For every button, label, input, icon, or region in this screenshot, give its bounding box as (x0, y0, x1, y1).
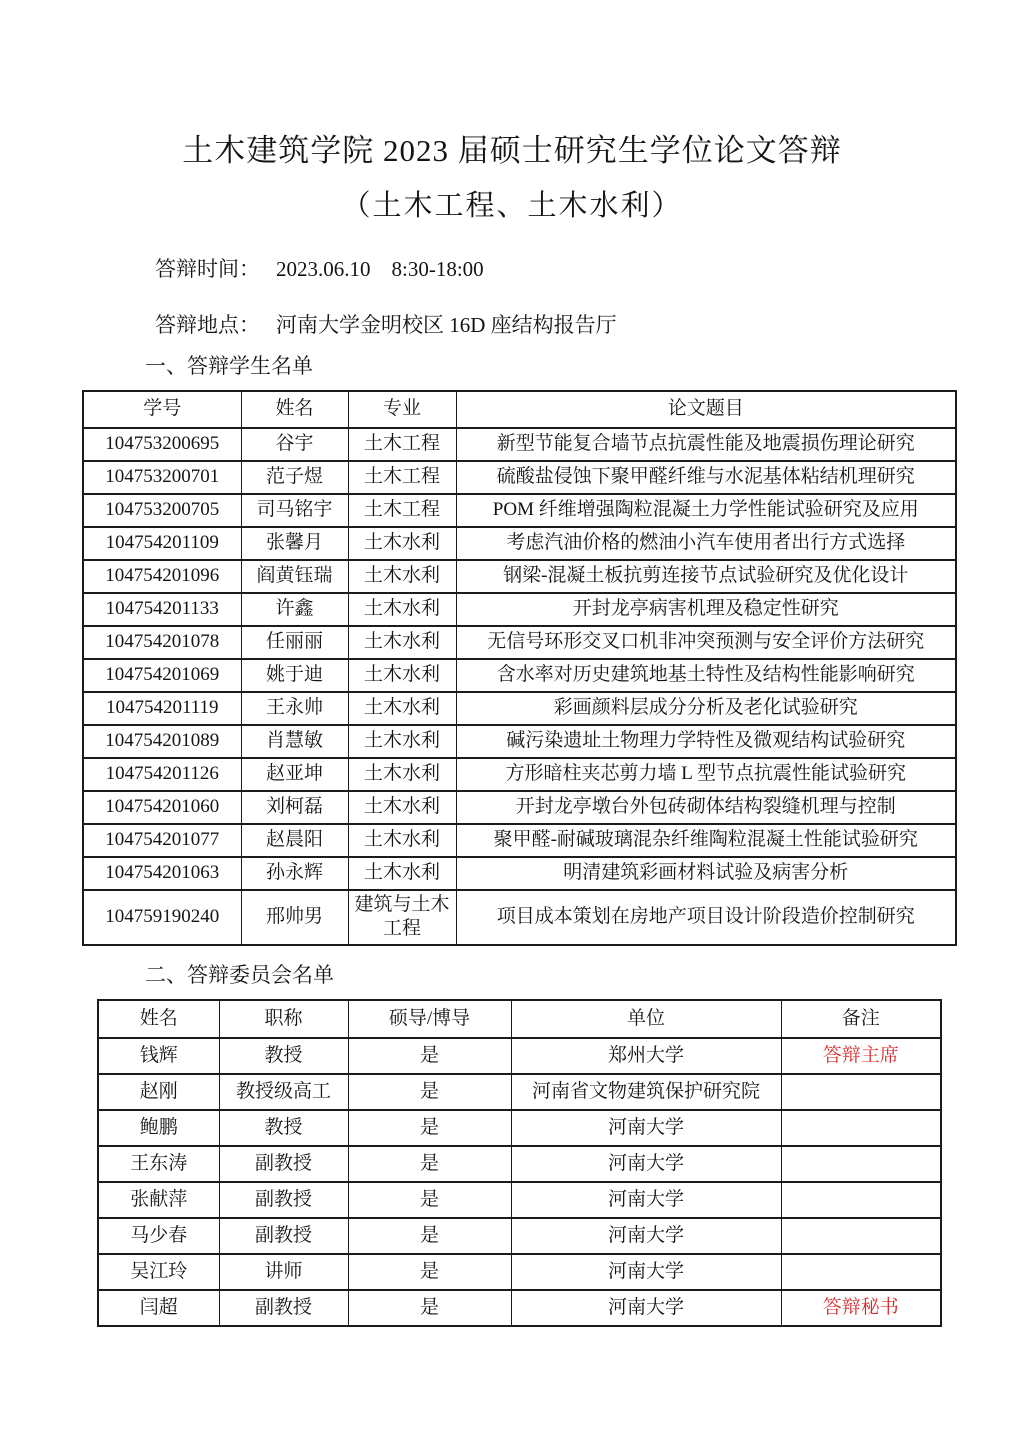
table-cell: 项目成本策划在房地产项目设计阶段造价控制研究 (456, 890, 956, 945)
table-cell: 104753200695 (83, 428, 241, 461)
table-row (83, 593, 956, 626)
table-cell: 104753200705 (83, 494, 241, 527)
table-cell (781, 1146, 941, 1182)
table-cell: 阎黄钰瑞 (241, 560, 348, 593)
table-cell: 土木工程 (348, 428, 456, 461)
table-row (83, 527, 956, 560)
table-row (83, 560, 956, 593)
table-cell: 方形暗柱夹芯剪力墙 L 型节点抗震性能试验研究 (456, 758, 956, 791)
table-cell: 104754201096 (83, 560, 241, 593)
table-row (83, 758, 956, 791)
table-cell: 答辩主席 (781, 1038, 941, 1074)
table-row (98, 1110, 941, 1146)
table-cell: 考虑汽油价格的燃油小汽车使用者出行方式选择 (456, 527, 956, 560)
table-cell: 彩画颜料层成分分析及老化试验研究 (456, 692, 956, 725)
table-cell: 是 (348, 1074, 511, 1110)
table-cell: 鲍鹏 (98, 1110, 219, 1146)
table-row (98, 1290, 941, 1326)
table-cell (781, 1218, 941, 1254)
table-cell: 104753200701 (83, 461, 241, 494)
table-cell: 土木水利 (348, 791, 456, 824)
table-cell: 河南大学 (511, 1182, 781, 1218)
table-cell: 范子煜 (241, 461, 348, 494)
table-row (98, 1218, 941, 1254)
table-cell: 谷宇 (241, 428, 348, 461)
students-table-header (83, 391, 956, 428)
table-row (83, 725, 956, 758)
table-row (98, 1254, 941, 1290)
table-cell: 是 (348, 1182, 511, 1218)
column-header: 姓名 (241, 391, 348, 428)
table-cell: 建筑与土木工程 (348, 890, 456, 945)
table-cell: 赵晨阳 (241, 824, 348, 857)
column-header: 单位 (511, 1000, 781, 1038)
table-cell: 土木水利 (348, 626, 456, 659)
table-cell: 硫酸盐侵蚀下聚甲醛纤维与水泥基体粘结机理研究 (456, 461, 956, 494)
defense-time-value: 2023.06.10 8:30-18:00 (276, 256, 484, 281)
table-cell: 副教授 (219, 1182, 348, 1218)
column-header: 专业 (348, 391, 456, 428)
table-cell (781, 1110, 941, 1146)
defense-time-line (0, 223, 1024, 282)
table-row (83, 857, 956, 890)
table-cell: 孙永辉 (241, 857, 348, 890)
table-row (83, 659, 956, 692)
committee-table-header (98, 1000, 941, 1038)
defense-location-label: 答辩地点： (155, 313, 260, 338)
table-cell: 土木水利 (348, 725, 456, 758)
table-cell: 答辩秘书 (781, 1290, 941, 1326)
table-row (83, 824, 956, 857)
table-row (83, 461, 956, 494)
table-cell: 104754201126 (83, 758, 241, 791)
committee-table-body (98, 1038, 941, 1326)
table-cell: 副教授 (219, 1290, 348, 1326)
table-row (83, 890, 956, 945)
table-cell: 含水率对历史建筑地基土特性及结构性能影响研究 (456, 659, 956, 692)
defense-location-line (0, 282, 1024, 338)
table-cell: 邢帅男 (241, 890, 348, 945)
table-cell: 钢梁-混凝土板抗剪连接节点试验研究及优化设计 (456, 560, 956, 593)
table-cell: 赵刚 (98, 1074, 219, 1110)
table-cell: 是 (348, 1254, 511, 1290)
table-cell: 副教授 (219, 1218, 348, 1254)
table-cell: 土木水利 (348, 824, 456, 857)
students-table-body (83, 428, 956, 945)
table-cell: 是 (348, 1290, 511, 1326)
column-header: 姓名 (98, 1000, 219, 1038)
table-cell: 闫超 (98, 1290, 219, 1326)
table-cell: POM 纤维增强陶粒混凝土力学性能试验研究及应用 (456, 494, 956, 527)
table-cell: 马少春 (98, 1218, 219, 1254)
table-cell: 聚甲醛-耐碱玻璃混杂纤维陶粒混凝土性能试验研究 (456, 824, 956, 857)
table-cell: 土木水利 (348, 593, 456, 626)
committee-table (97, 999, 942, 1327)
table-cell: 河南大学 (511, 1290, 781, 1326)
table-cell: 土木水利 (348, 560, 456, 593)
table-cell (781, 1182, 941, 1218)
table-cell: 是 (348, 1218, 511, 1254)
table-cell: 104754201078 (83, 626, 241, 659)
table-cell: 副教授 (219, 1146, 348, 1182)
table-cell: 104754201119 (83, 692, 241, 725)
table-cell: 104754201060 (83, 791, 241, 824)
students-section-heading: 一、答辩学生名单 (145, 354, 313, 379)
table-cell: 104754201069 (83, 659, 241, 692)
document-subtitle: （土木工程、土木水利） (341, 190, 683, 223)
table-cell: 是 (348, 1038, 511, 1074)
table-cell: 郑州大学 (511, 1038, 781, 1074)
table-cell: 104754201089 (83, 725, 241, 758)
table-cell: 明清建筑彩画材料试验及病害分析 (456, 857, 956, 890)
table-cell: 土木水利 (348, 527, 456, 560)
table-cell: 碱污染遗址土物理力学特性及微观结构试验研究 (456, 725, 956, 758)
column-header: 论文题目 (456, 391, 956, 428)
table-cell: 104754201063 (83, 857, 241, 890)
column-header: 学号 (83, 391, 241, 428)
table-row (98, 1182, 941, 1218)
table-cell: 104754201077 (83, 824, 241, 857)
table-cell: 无信号环形交叉口机非冲突预测与安全评价方法研究 (456, 626, 956, 659)
table-row (98, 1146, 941, 1182)
table-cell: 姚于迪 (241, 659, 348, 692)
table-row (98, 1038, 941, 1074)
table-cell: 开封龙亭病害机理及稳定性研究 (456, 593, 956, 626)
table-cell: 教授 (219, 1110, 348, 1146)
table-row (83, 692, 956, 725)
table-cell: 土木水利 (348, 692, 456, 725)
table-cell: 河南大学 (511, 1254, 781, 1290)
column-header: 硕导/博导 (348, 1000, 511, 1038)
table-cell: 刘柯磊 (241, 791, 348, 824)
table-cell: 是 (348, 1110, 511, 1146)
table-cell: 教授级高工 (219, 1074, 348, 1110)
table-cell: 104759190240 (83, 890, 241, 945)
table-cell: 张馨月 (241, 527, 348, 560)
table-cell (781, 1254, 941, 1290)
header-row (83, 391, 956, 428)
header-row (98, 1000, 941, 1038)
table-cell: 河南大学 (511, 1110, 781, 1146)
table-cell: 王东涛 (98, 1146, 219, 1182)
table-cell: 吴江玲 (98, 1254, 219, 1290)
table-cell: 钱辉 (98, 1038, 219, 1074)
table-row (83, 626, 956, 659)
table-cell (781, 1074, 941, 1110)
table-cell: 104754201109 (83, 527, 241, 560)
table-cell: 开封龙亭墩台外包砖砌体结构裂缝机理与控制 (456, 791, 956, 824)
table-cell: 新型节能复合墙节点抗震性能及地震损伤理论研究 (456, 428, 956, 461)
table-cell: 王永帅 (241, 692, 348, 725)
table-cell: 张献萍 (98, 1182, 219, 1218)
table-row (83, 494, 956, 527)
table-row (83, 428, 956, 461)
table-cell: 土木工程 (348, 461, 456, 494)
table-cell: 土木工程 (348, 494, 456, 527)
table-cell: 赵亚坤 (241, 758, 348, 791)
table-row (98, 1074, 941, 1110)
table-cell: 土木水利 (348, 758, 456, 791)
table-cell: 教授 (219, 1038, 348, 1074)
column-header: 备注 (781, 1000, 941, 1038)
defense-location-value: 河南大学金明校区 16D 座结构报告厅 (276, 313, 617, 338)
table-cell: 是 (348, 1146, 511, 1182)
table-row (83, 791, 956, 824)
table-cell: 司马铭宇 (241, 494, 348, 527)
table-cell: 河南大学 (511, 1218, 781, 1254)
table-cell: 土木水利 (348, 857, 456, 890)
committee-section-heading: 二、答辩委员会名单 (145, 962, 334, 987)
defense-time-label: 答辩时间： (155, 256, 260, 281)
table-cell: 肖慧敏 (241, 725, 348, 758)
document-title: 土木建筑学院 2023 届硕士研究生学位论文答辩 (182, 133, 842, 168)
column-header: 职称 (219, 1000, 348, 1038)
table-cell: 土木水利 (348, 659, 456, 692)
students-table (82, 390, 957, 946)
table-cell: 河南省文物建筑保护研究院 (511, 1074, 781, 1110)
table-cell: 许鑫 (241, 593, 348, 626)
table-cell: 讲师 (219, 1254, 348, 1290)
table-cell: 河南大学 (511, 1146, 781, 1182)
table-cell: 任丽丽 (241, 626, 348, 659)
table-cell: 104754201133 (83, 593, 241, 626)
